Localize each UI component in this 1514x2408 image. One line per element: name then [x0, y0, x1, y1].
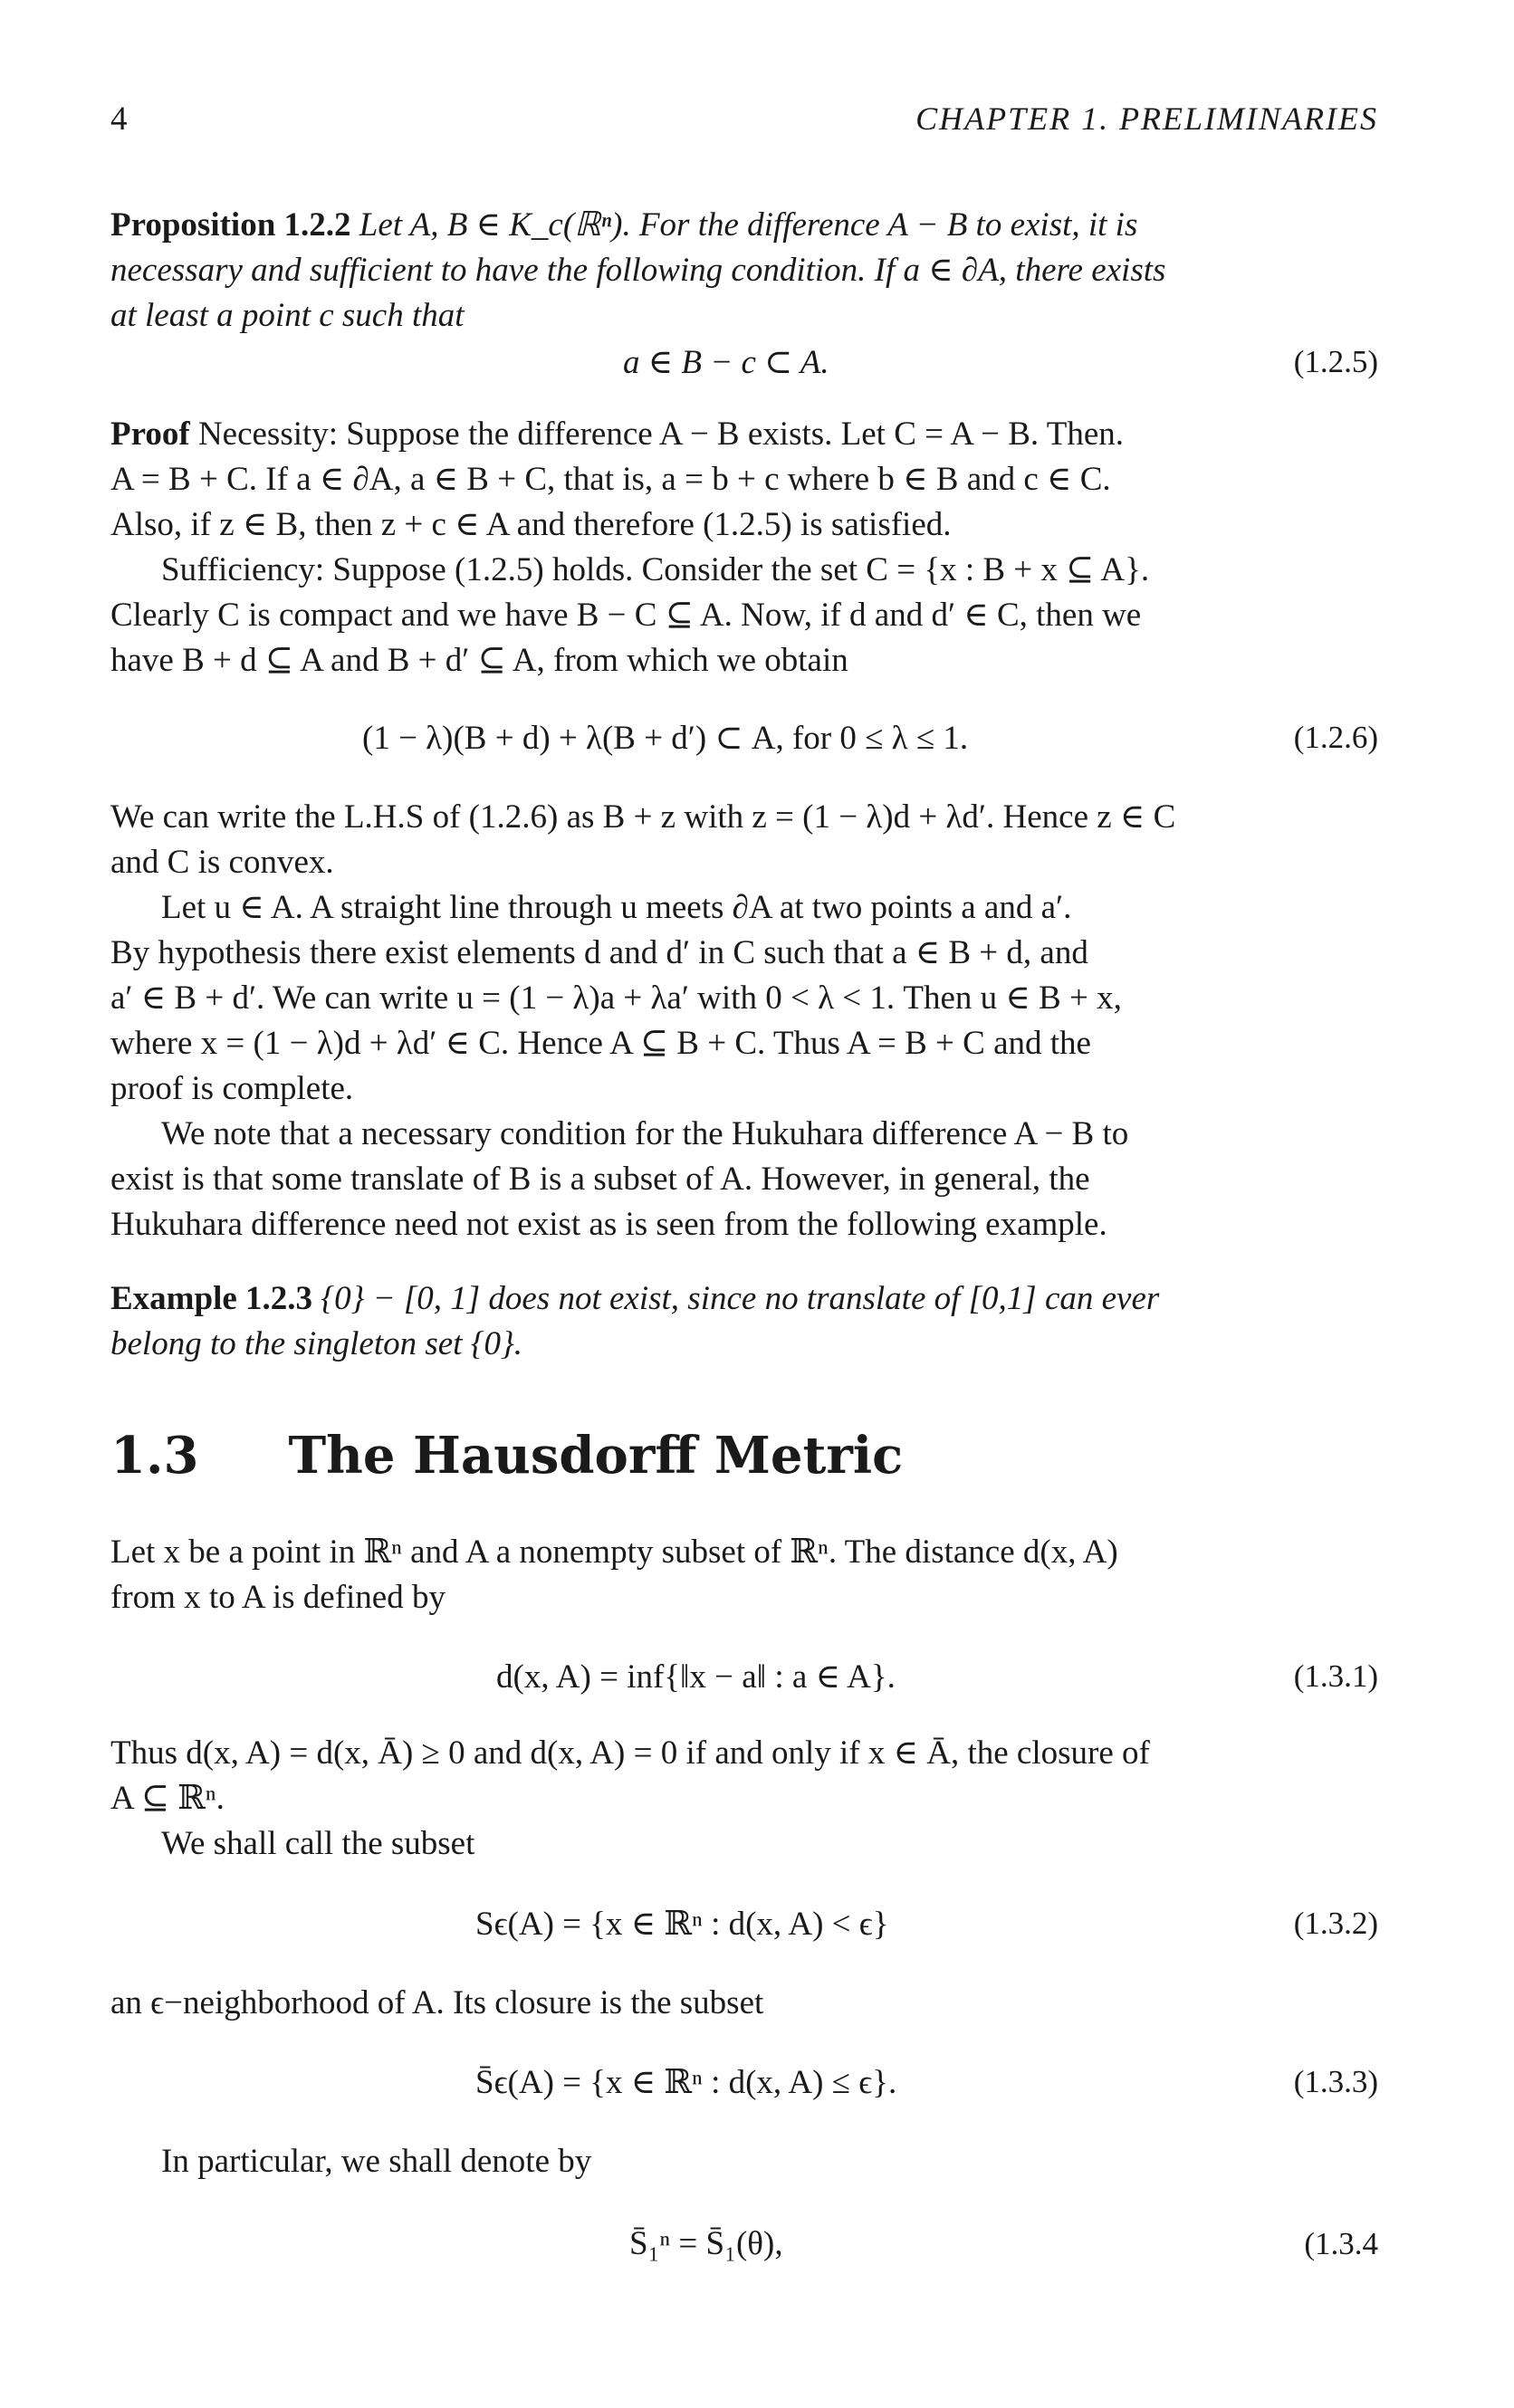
proof-necessity: Necessity: Suppose the difference A − B exists. Let C = A − B. Then.: [197, 416, 1125, 453]
equation-1-3-2: Sϵ(A) = {x ∈ ℝⁿ : d(x, A) < ϵ}: [475, 1906, 889, 1943]
section-heading: [110, 1426, 903, 1486]
neighborhood-line: an ϵ−neighborhood of A. Its closure is the subset: [110, 1984, 764, 2021]
sufficiency-line-1: Sufficiency: Suppose (1.2.5) holds. Consider the set C = {x : B + x ⊆ A}.: [161, 551, 1150, 588]
proof-line-2: A = B + C. If a ∈ ∂A, a ∈ B + C, that is, a = b + c where b ∈ B and c ∈ C.: [110, 461, 1111, 498]
equation-number-1-3-2: (1.3.2): [1293, 1906, 1378, 1941]
equation-1-2-6: (1 − λ)(B + d) + λ(B + d′) ⊂ A, for 0 ≤ λ ≤ 1.: [362, 720, 969, 757]
distance-line-1: Let x be a point in ℝⁿ and A a nonempty subset of ℝⁿ. The distance d(x, A): [110, 1534, 1118, 1571]
closure-line-2: A ⊆ ℝⁿ.: [110, 1780, 225, 1817]
equation-number-1-3-4: (1.3.4: [1304, 2226, 1378, 2261]
line-argument-5: proof is complete.: [110, 1070, 354, 1107]
equation-number-1-3-3: (1.3.3): [1293, 2064, 1378, 2099]
convexity-line-2: and C is convex.: [110, 844, 334, 881]
example-line-1: [110, 1276, 1159, 1322]
proof-line-1: [110, 412, 1124, 457]
line-argument-4: where x = (1 − λ)d + λd′ ∈ C. Hence A ⊆ B + C. Thus A = B + C and the: [110, 1025, 1091, 1062]
hukuhara-note-1: We note that a necessary condition for the Hukuhara difference A − B to: [161, 1115, 1129, 1152]
example-text: {0} − [0, 1] does not exist, since no translate of [0,1] can ever: [321, 1280, 1160, 1317]
equation-number-1-2-6: (1.2.6): [1293, 720, 1378, 755]
line-argument-1: Let u ∈ A. A straight line through u meets ∂A at two points a and a′.: [161, 889, 1072, 926]
page-number: 4: [110, 100, 128, 138]
denote-line: In particular, we shall denote by: [161, 2143, 592, 2180]
line-argument-2: By hypothesis there exist elements d and d′ in C such that a ∈ B + d, and: [110, 934, 1088, 971]
equation-number-1-2-5: (1.2.5): [1293, 344, 1378, 379]
sufficiency-line-3: have B + d ⊆ A and B + d′ ⊆ A, from which we obtain: [110, 642, 848, 679]
equation-1-2-5: a ∈ B − c ⊂ A.: [623, 344, 829, 381]
convexity-line-1: We can write the L.H.S of (1.2.6) as B + z with z = (1 − λ)d + λd′. Hence z ∈ C: [110, 798, 1176, 836]
proposition-line-2: necessary and sufficient to have the following condition. If a ∈ ∂A, there exists: [110, 252, 1166, 289]
proposition-line-1: [110, 203, 1137, 248]
proposition-text: Let A, B ∈ K_c(ℝⁿ). For the difference A − B to exist, it is: [359, 206, 1138, 244]
section-number: 1.3: [110, 1426, 199, 1486]
hukuhara-note-2: exist is that some translate of B is a subset of A. However, in general, the: [110, 1161, 1090, 1198]
section-title: The Hausdorff Metric: [288, 1426, 904, 1486]
equation-1-3-1: d(x, A) = inf{‖x − a‖ : a ∈ A}.: [496, 1658, 896, 1696]
proof-line-3: Also, if z ∈ B, then z + c ∈ A and therefore (1.2.5) is satisfied.: [110, 506, 952, 543]
equation-1-3-3: S̄ϵ(A) = {x ∈ ℝⁿ : d(x, A) ≤ ϵ}.: [475, 2064, 897, 2101]
equation-number-1-3-1: (1.3.1): [1293, 1658, 1378, 1694]
proof-label: Proof: [110, 416, 190, 453]
closure-line-1: Thus d(x, A) = d(x, Ā) ≥ 0 and d(x, A) = 0 if and only if x ∈ Ā, the closure of: [110, 1734, 1150, 1772]
sufficiency-line-2: Clearly C is compact and we have B − C ⊆ A. Now, if d and d′ ∈ C, then we: [110, 597, 1142, 634]
distance-line-2: from x to A is defined by: [110, 1579, 446, 1616]
subset-intro: We shall call the subset: [161, 1825, 475, 1862]
example-line-2: belong to the singleton set {0}.: [110, 1325, 523, 1362]
running-head: CHAPTER 1. PRELIMINARIES: [915, 100, 1378, 137]
proposition-label: Proposition 1.2.2: [110, 206, 351, 244]
hukuhara-note-3: Hukuhara difference need not exist as is seen from the following example.: [110, 1206, 1107, 1243]
proposition-line-3: at least a point c such that: [110, 297, 465, 334]
line-argument-3: a′ ∈ B + d′. We can write u = (1 − λ)a + λa′ with 0 < λ < 1. Then u ∈ B + x,: [110, 979, 1122, 1017]
equation-1-3-4: S̄₁ⁿ = S̄₁(θ),: [629, 2225, 783, 2262]
example-label: Example 1.2.3: [110, 1280, 313, 1317]
